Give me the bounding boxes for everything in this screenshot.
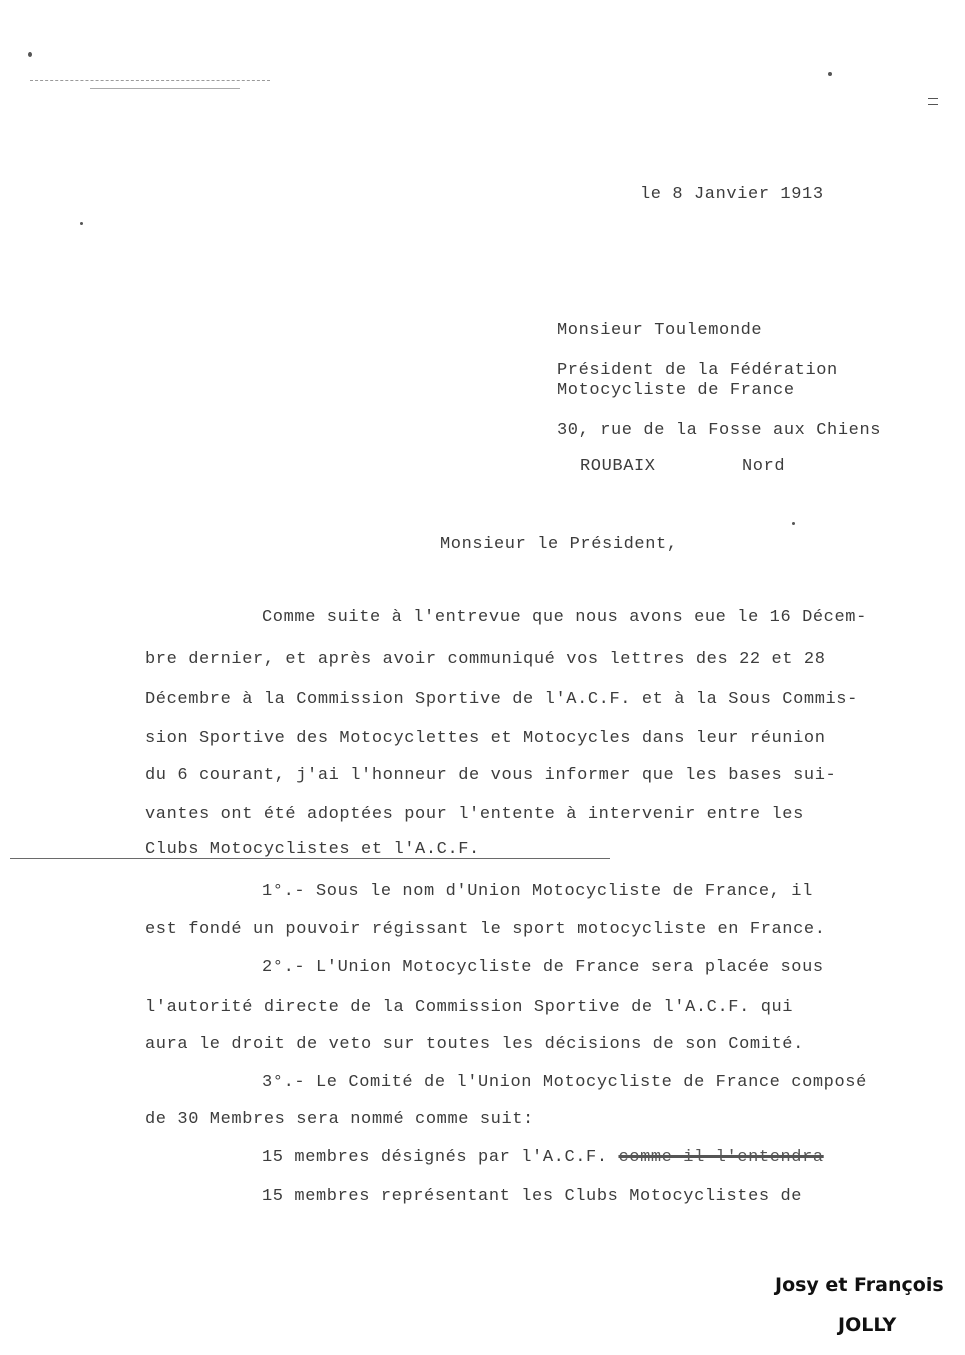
item-3-line1: 3°.- Le Comité de l'Union Motocycliste de France composé xyxy=(262,1073,867,1092)
body-line: Décembre à la Commission Sportive de l'A.C.F. et à la Sous Commis- xyxy=(145,690,858,709)
members-line2: 15 membres représentant les Clubs Motocyclistes de xyxy=(262,1187,803,1206)
scan-speck xyxy=(80,222,83,225)
body-line: sion Sportive des Motocyclettes et Motocycles dans leur réunion xyxy=(145,729,826,748)
recipient-title-line2: Motocycliste de France xyxy=(557,381,795,400)
body-line: vantes ont été adoptées pour l'entente à intervenir entre les xyxy=(145,805,804,824)
credit-line2: JOLLY xyxy=(838,1314,897,1336)
item-2-line2: l'autorité directe de la Commission Sportive de l'A.C.F. qui xyxy=(145,998,794,1017)
recipient-street: 30, rue de la Fosse aux Chiens xyxy=(557,421,882,440)
struck-text: comme il l'entendra xyxy=(618,1148,824,1167)
divider-rule xyxy=(10,858,610,859)
scan-streak xyxy=(90,88,240,89)
salutation: Monsieur le Président, xyxy=(440,535,678,554)
body-line: Comme suite à l'entrevue que nous avons eue le 16 Décem- xyxy=(262,608,867,627)
item-1-line2: est fondé un pouvoir régissant le sport motocycliste en France. xyxy=(145,920,826,939)
body-line: bre dernier, et après avoir communiqué vos lettres des 22 et 28 xyxy=(145,650,826,669)
recipient-title-line1: Président de la Fédération xyxy=(557,361,838,380)
scan-speck xyxy=(792,522,795,525)
body-line: Clubs Motocyclistes et l'A.C.F. xyxy=(145,840,480,859)
recipient-region: Nord xyxy=(742,457,786,476)
recipient-city: ROUBAIX xyxy=(580,457,656,476)
scan-speck xyxy=(28,52,32,57)
letter-date: le 8 Janvier 1913 xyxy=(640,185,824,204)
item-1-line1: 1°.- Sous le nom d'Union Motocycliste de France, il xyxy=(262,882,813,901)
item-3-line2: de 30 Membres sera nommé comme suit: xyxy=(145,1110,534,1129)
body-line: du 6 courant, j'ai l'honneur de vous informer que les bases sui- xyxy=(145,766,837,785)
scan-mark xyxy=(928,98,938,99)
scan-streak xyxy=(30,80,270,81)
recipient-name: Monsieur Toulemonde xyxy=(557,321,763,340)
scan-speck xyxy=(828,72,832,76)
scan-mark xyxy=(928,104,938,105)
item-2-line3: aura le droit de veto sur toutes les décisions de son Comité. xyxy=(145,1035,804,1054)
members-line1-text: 15 membres désignés par l'A.C.F. xyxy=(262,1148,608,1167)
members-line1 xyxy=(262,1148,824,1168)
credit-line1: Josy et François xyxy=(775,1274,944,1296)
item-2-line1: 2°.- L'Union Motocycliste de France sera placée sous xyxy=(262,958,824,977)
